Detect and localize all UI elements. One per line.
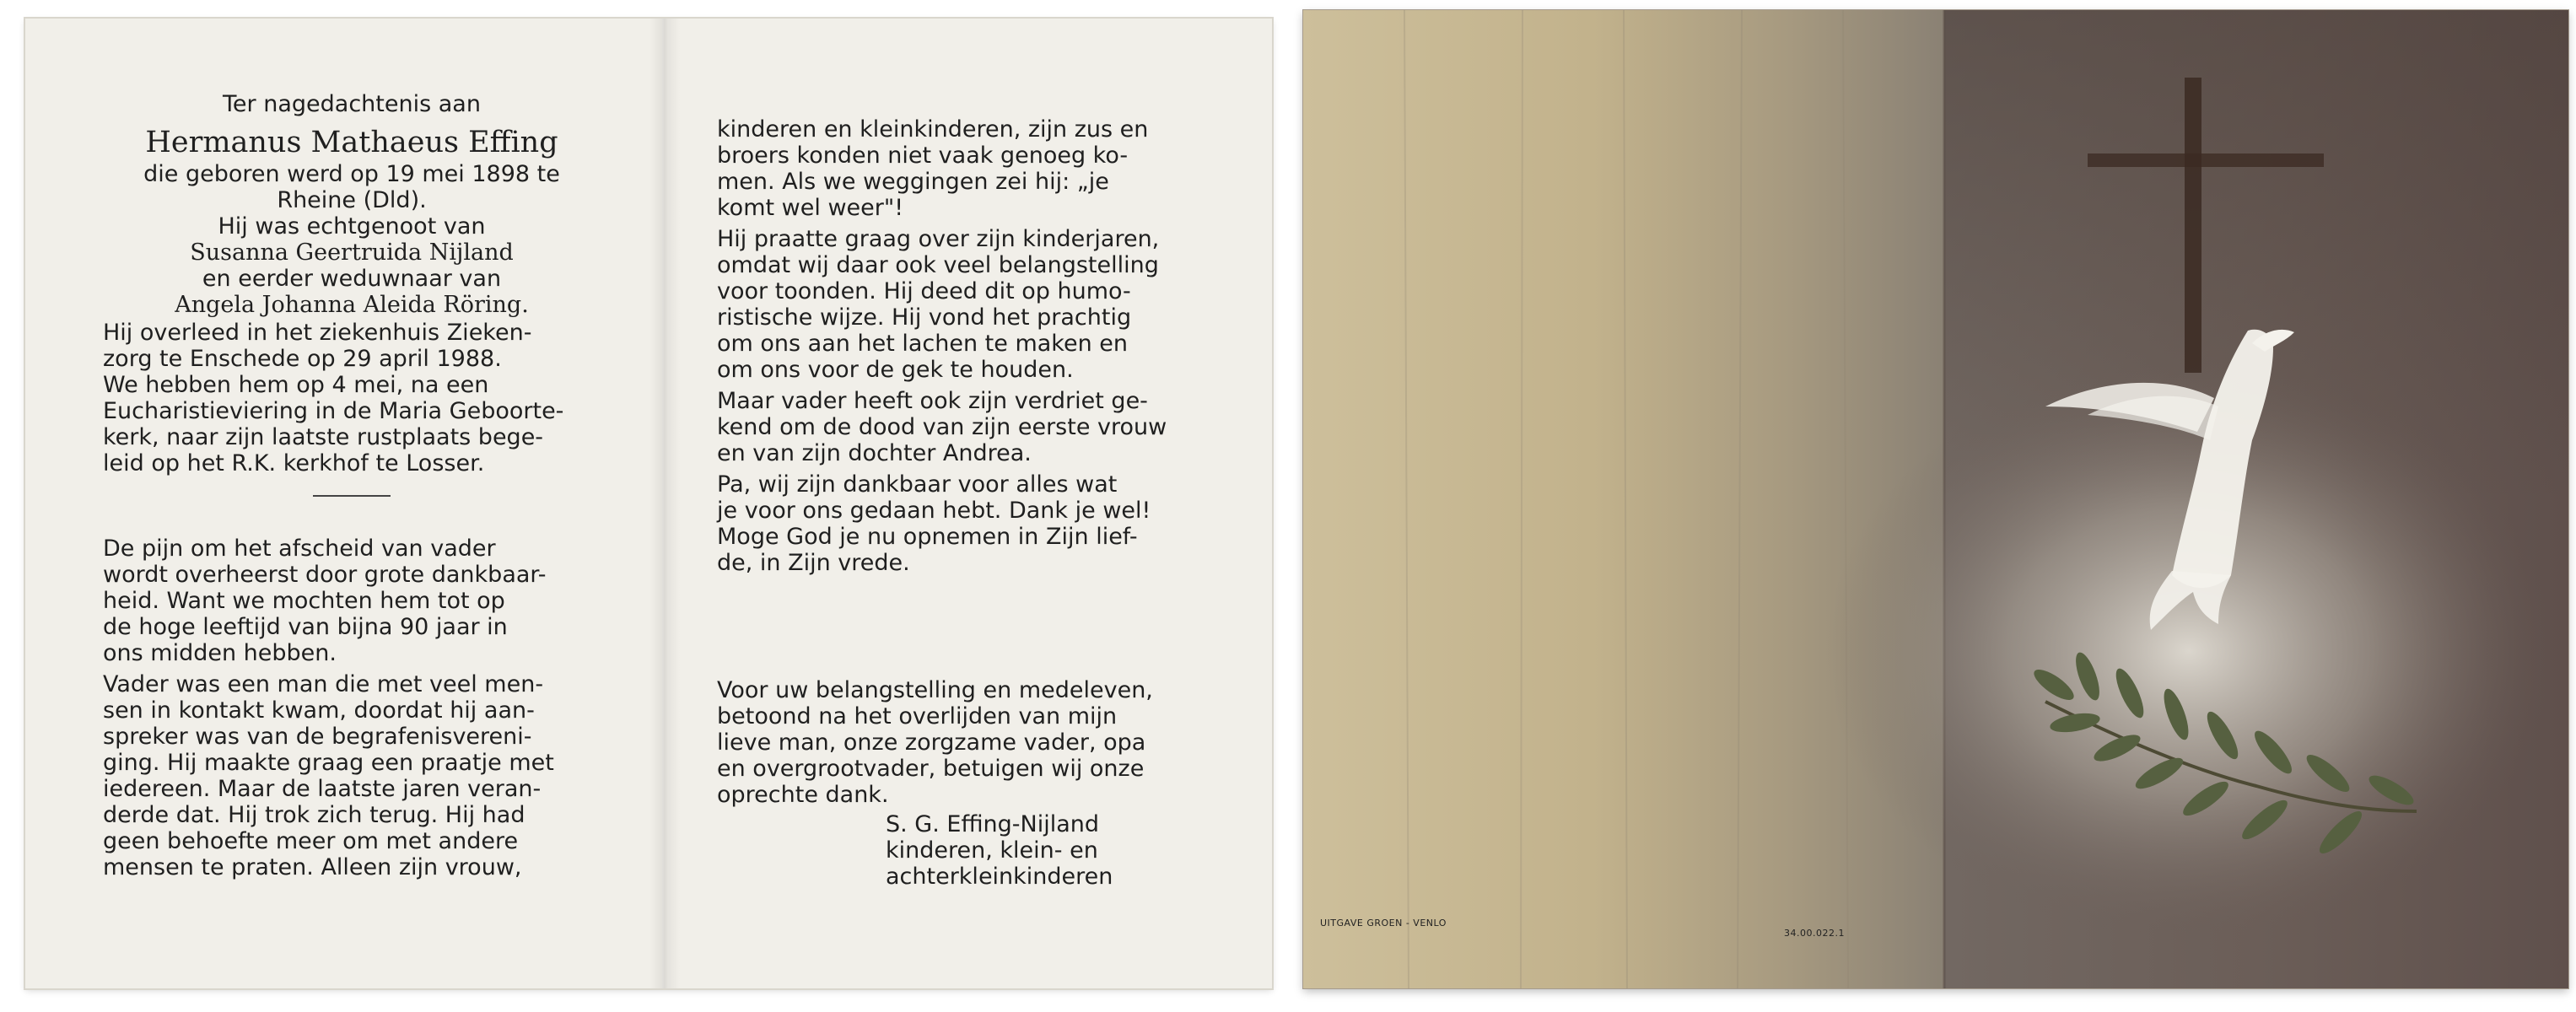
- life-paragraph: [103, 671, 601, 880]
- widower-intro: en eerder weduwnaar van: [202, 266, 502, 292]
- text-line: zorg te Enschede op 29 april 1988.: [103, 346, 502, 372]
- text-line: leid op het R.K. kerkhof te Losser.: [103, 450, 485, 476]
- text-line: wordt overheerst door grote dankbaar-: [103, 562, 547, 588]
- text-line: heid. Want we mochten hem tot op: [103, 588, 505, 614]
- memorial-card-cover: [1303, 10, 2568, 988]
- cover-artwork: [1303, 10, 2568, 988]
- signature-line: kinderen, klein- en: [886, 837, 1098, 864]
- text-line: mensen te praten. Alleen zijn vrouw,: [103, 854, 522, 880]
- signature-block: [886, 811, 1215, 890]
- text-line: Vader was een man die met veel men-: [103, 671, 544, 697]
- signature-name: S. G. Effing-Nijland: [886, 811, 1100, 837]
- text-line: komt wel weer"!: [717, 195, 904, 221]
- text-line: men. Als we weggingen zei hij: „je: [717, 169, 1109, 195]
- gratitude-paragraph: [103, 536, 601, 666]
- signature-line: achterkleinkinderen: [886, 864, 1113, 890]
- born-line-2: Rheine (Dld).: [277, 187, 427, 213]
- text-line: spreker was van de begrafenisvereni-: [103, 724, 532, 750]
- text-line: om ons voor de gek te houden.: [717, 357, 1074, 383]
- text-line: ging. Hij maakte graag een praatje met: [103, 750, 554, 776]
- text-line: Pa, wij zijn dankbaar voor alles wat: [717, 471, 1118, 498]
- text-line: oprechte dank.: [717, 782, 889, 808]
- text-line: ristische wijze. Hij vond het prachtig: [717, 304, 1132, 331]
- text-line: en overgrootvader, betuigen wij onze: [717, 756, 1145, 782]
- text-line: sen in kontakt kwam, doordat hij aan-: [103, 697, 535, 724]
- spouse-name: Susanna Geertruida Nijland: [190, 240, 514, 266]
- deceased-name: Hermanus Mathaeus Effing: [145, 126, 558, 159]
- card-fold: [649, 19, 680, 988]
- text-line: Hij praatte graag over zijn kinderjaren,: [717, 226, 1160, 252]
- text-line: om ons aan het lachen te maken en: [717, 331, 1129, 357]
- text-line: en van zijn dochter Andrea.: [717, 440, 1032, 466]
- section-divider: [313, 495, 391, 497]
- text-line: kinderen en kleinkinderen, zijn zus en: [717, 116, 1149, 143]
- born-line-1: die geboren werd op 19 mei 1898 te: [143, 161, 560, 187]
- text-line: Eucharistieviering in de Maria Geboorte-: [103, 398, 564, 424]
- thanks-paragraph: [717, 677, 1215, 808]
- text-line: omdat wij daar ook veel belangstelling: [717, 252, 1159, 278]
- text-line: Hij overleed in het ziekenhuis Zieken-: [103, 320, 532, 346]
- farewell-paragraph: [717, 471, 1215, 576]
- memorial-card-inside: [25, 19, 1272, 988]
- text-line: betoond na het overlijden van mijn: [717, 703, 1118, 729]
- text-line: voor toonden. Hij deed dit op humo-: [717, 278, 1131, 304]
- widower-name: Angela Johanna Aleida Röring.: [175, 292, 529, 318]
- intro-text: Ter nagedachtenis aan: [223, 91, 481, 117]
- death-paragraph: [103, 320, 601, 476]
- text-line: Maar vader heeft ook zijn verdriet ge-: [717, 388, 1148, 414]
- text-line: derde dat. Hij trok zich terug. Hij had: [103, 802, 525, 828]
- text-line: kend om de dood van zijn eerste vrouw: [717, 414, 1167, 440]
- left-page: [103, 19, 601, 988]
- text-line: de, in Zijn vrede.: [717, 550, 910, 576]
- visits-paragraph: [717, 116, 1215, 221]
- text-line: Voor uw belangstelling en medeleven,: [717, 677, 1153, 703]
- card-code: 34.00.022.1: [1784, 928, 1845, 939]
- sorrow-paragraph: [717, 388, 1215, 466]
- text-line: je voor ons gedaan hebt. Dank je wel!: [717, 498, 1151, 524]
- text-line: broers konden niet vaak genoeg ko-: [717, 143, 1129, 169]
- publisher-imprint: UITGAVE GROEN - VENLO: [1320, 918, 1447, 929]
- text-line: kerk, naar zijn laatste rustplaats bege-: [103, 424, 544, 450]
- childhood-paragraph: [717, 226, 1215, 383]
- text-line: lieve man, onze zorgzame vader, opa: [717, 729, 1146, 756]
- text-line: Moge God je nu opnemen in Zijn lief-: [717, 524, 1138, 550]
- text-line: We hebben hem op 4 mei, na een: [103, 372, 489, 398]
- text-line: ons midden hebben.: [103, 640, 337, 666]
- right-page: [717, 19, 1215, 988]
- text-line: iedereen. Maar de laatste jaren veran-: [103, 776, 542, 802]
- text-line: De pijn om het afscheid van vader: [103, 536, 496, 562]
- spouse-intro: Hij was echtgenoot van: [218, 213, 486, 240]
- text-line: de hoge leeftijd van bijna 90 jaar in: [103, 614, 508, 640]
- light-glow: [1826, 364, 2552, 938]
- text-line: geen behoefte meer om met andere: [103, 828, 519, 854]
